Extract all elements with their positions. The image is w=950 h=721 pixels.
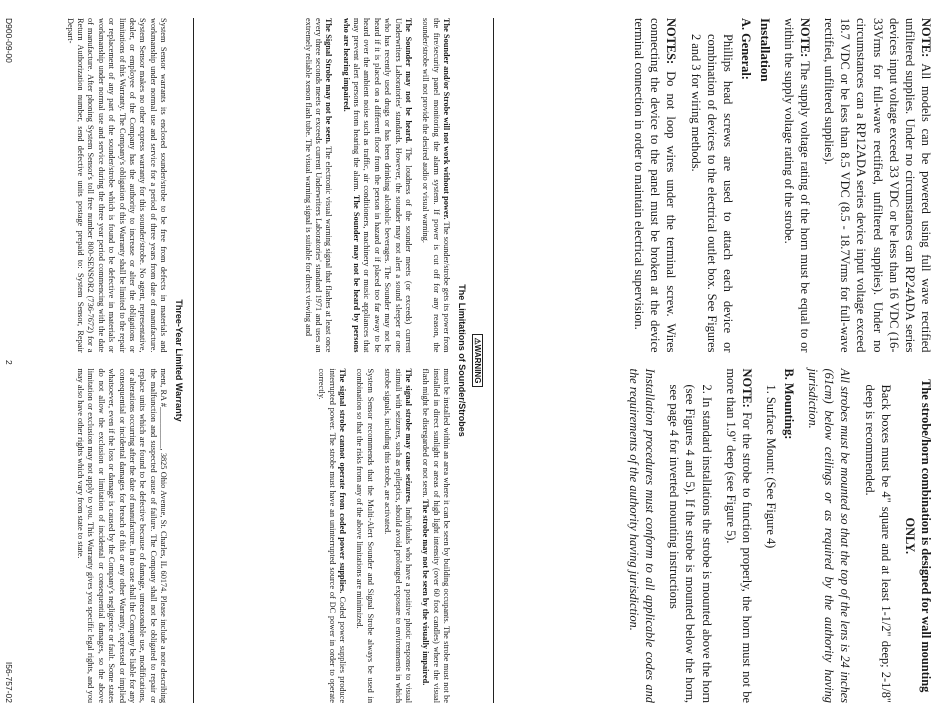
strobe-mount-note: All strobes must be mounted so that the top of the lens is 24 inches (61cm) below ceilings or as required by the authority having jurisdiction. (806, 368, 853, 703)
limitation-recommendation: System Sensor recommends that the Multi-Alert Sounder and Signal Strobe always be used in combination so that the risks from any of the above limitations are minimized. (355, 368, 375, 703)
mounting-heading: B. Mounting: (782, 368, 797, 440)
limitations-right (295, 369, 451, 704)
limitation-strobe-seen (302, 18, 333, 353)
limitation-power (420, 18, 451, 353)
general-heading: A. General: (738, 18, 753, 80)
limitation-heading: The Signal Strobe may not be seen. (324, 18, 334, 144)
warning-label: WARNING (473, 344, 482, 384)
limitation-emphasis: The strobe may not be seen by the visually impaired. (421, 499, 431, 686)
wall-mount-note: The strobe/horn combination is designed for wall mounting ONLY. (902, 379, 933, 693)
note-text: Do not loop wires under the terminal screw. Wires connecting the device to the panel must be broken at the device terminal connection in order to maintain electrical supervision. (632, 18, 679, 353)
conform-note: Installation procedures must conform to all applicable codes and the requirements of the authority having jurisdiction. (627, 368, 658, 703)
general-text: Phillips head screws are used to attach each device or combination of devices to the electrical outlet box. See Figures 2 and 3 for wiring methods. (688, 34, 735, 353)
limitation-coded-power (316, 369, 347, 704)
mounting-step-2: 2. In standard installations the strobe is mounted above the horn (see Figures 4 and 5). If the strobe is mounted below the horn, see page 4 for inverted mounting instructions (667, 384, 714, 703)
limitation-text: Individuals who have a positive photic response to visual stimuli with seizures, such as epileptics, should avoid prolonged exposure to environments in which strobe signals, including this strobe, are activated. (383, 368, 413, 703)
note-power (821, 18, 934, 353)
note-horn-depth (723, 369, 755, 704)
note-label: NOTE: (798, 18, 813, 58)
limitation-text: The sounder/strobe gets its power from the fire/security panel monitoring the alarm system. If power is cut off for any reason, the sounder/strobe will not provide the desired audio or visual warning. (421, 18, 451, 353)
divider (493, 18, 494, 703)
note-text: All models can be powered using full wave rectified unfiltered supplies. Under no circumstances can RP24ADA series devices input voltage exceed 33 VDC or be less than 16 VDC (16-33Vrms for full-wave rectified, unfiltered supplies). Under no circumstances can a RP12ADA series device input voltage exceed 18.7 VDC or be less than 8.5 VDC (8.5 - 18.7Vrms for full-wave rectified, unfiltered supplies). (822, 18, 933, 353)
warranty-section (14, 18, 184, 703)
note-label: NOTE: (919, 18, 933, 58)
limitation-text: The loudness of the sounder meets (or exceeds) current Underwriters Laboratories' standards. However, the sounder may not alert a sound sleeper or one who has recently used drugs or has been drinking alcoholic beverages. The Sounder may not be heard if it is placed on a different floor from the person in hazard or if placed too far away to be heard over the ambient noise such as traffic, air conditioners, machinery or music appliances that may prevent alert persons from hearing the alarm. (352, 18, 413, 353)
note-label: NOTE: (739, 368, 754, 408)
note-text: For the strobe to function properly, the horn must not be more than 1.9" deep (see Figure 5). (723, 368, 754, 703)
note-label: NOTES: (664, 18, 679, 65)
limitation-heading: The Sounder and/or Strobe will not work without power. (442, 18, 451, 220)
backbox-note: Back boxes must be 4" square and at least 1-1/2" deep; 2-1/8" deep is recommended. (862, 384, 893, 703)
limitations-section (188, 18, 488, 703)
limitation-text: Coded power supplies produce interrupted power. The strobe must have an uninterrupted source of DC power in order to operate correctly. (317, 368, 348, 704)
warranty-right: ment, RA #__________, 3825 Ohio Avenue, St. Charles, IL 60174. Please include a note describing the malfunction and suspected cause of failure. The Company shall not be obligated to repair or replace units which are found to be defective because of damage, unreasonable use, modifications, or alterations occurring after the date of manufacture. In no case shall the Company be liable for any consequential or incidental damages for breach of this or any other Warranty, expressed or implied whatsoever, even if the loss or damage is caused by the Company's negligence or fault. Some states do not allow the exclusion or limitation of incidental or consequential damages, so the above limitation or exclusion may not apply to you. This Warranty gives you specific legal rights, and you may also have other rights which vary from state to state. (76, 368, 168, 703)
note-text: The supply voltage rating of the horn must be equal to or within the supply voltage rating of the strobe. (782, 18, 813, 353)
warning-badge: ⚠WARNING (472, 334, 483, 388)
limitations-title: The Limitations of Sounder/Strobes (457, 284, 467, 437)
limitation-emphasis: The Sounder may not be heard by persons who are hearing impaired. (341, 18, 362, 353)
warranty-title: Three-Year Limited Warranty (174, 299, 184, 422)
page-footer (4, 18, 14, 703)
limitation-text: The electronic visual warning signal that flashes at least once every three seconds meets or exceeds current Underwriters Laboratories' standard 1971 and uses an extremely reliable xenon flash tube. The visual warning signal is suitable for direct viewing and (303, 18, 334, 353)
notes-wiring (631, 18, 679, 353)
limitation-text: must be installed within an area where it can be seen by building occupants. The strobe must not be installed in direct sunlight or areas of high light intensity (over 60 foot candles) where the visual flash might be disregarded or not seen. (421, 368, 451, 703)
limitations-left (295, 18, 451, 353)
part-number: I56-757-02 (4, 661, 14, 703)
note-supply-voltage (781, 18, 813, 353)
limitation-sounder (340, 18, 413, 353)
limitation-seizures (382, 369, 413, 704)
left-column (502, 18, 934, 353)
limitation-heading: The signal strobe may cause seizures. (403, 368, 413, 504)
divider (193, 18, 194, 703)
page-number: 2 (4, 360, 14, 365)
mounting-step-1: 1. Surface Mount: (See Figure 4) (764, 384, 778, 549)
limitation-strobe-install (420, 369, 451, 704)
installation-heading: Installation (757, 18, 773, 82)
doc-code: D900-09-00 (4, 18, 14, 63)
installation-section (502, 18, 934, 703)
limitation-heading: The Sounder may not be heard. (403, 18, 413, 144)
warranty-left: System Sensor warrants its enclosed sounder/strobe to be free from defects in materials and workmanship under normal use and service for a period of three years from date of manufacture. System Sensor makes no other express warranty for this sounder/strobe. No agent, representative, dealer, or employee of the Company has the authority to increase or alter the obligations or limitations of this Warranty. The Company's obligation of this Warranty shall be limited to the repair or replacement of any part of the sounder/strobe which is found to be defective in materials or workmanship under normal use and service during the three year period commencing with the date of manufacture. After phoning System Sensor's toll free number 800-SENSOR2 (736-7672) for a Return Authorization number, send defective units postage prepaid to: System Sensor, Repair Depart- (65, 18, 168, 353)
limitation-heading: The signal strobe cannot operate from coded power supplies. (338, 368, 348, 594)
right-column (502, 369, 934, 704)
